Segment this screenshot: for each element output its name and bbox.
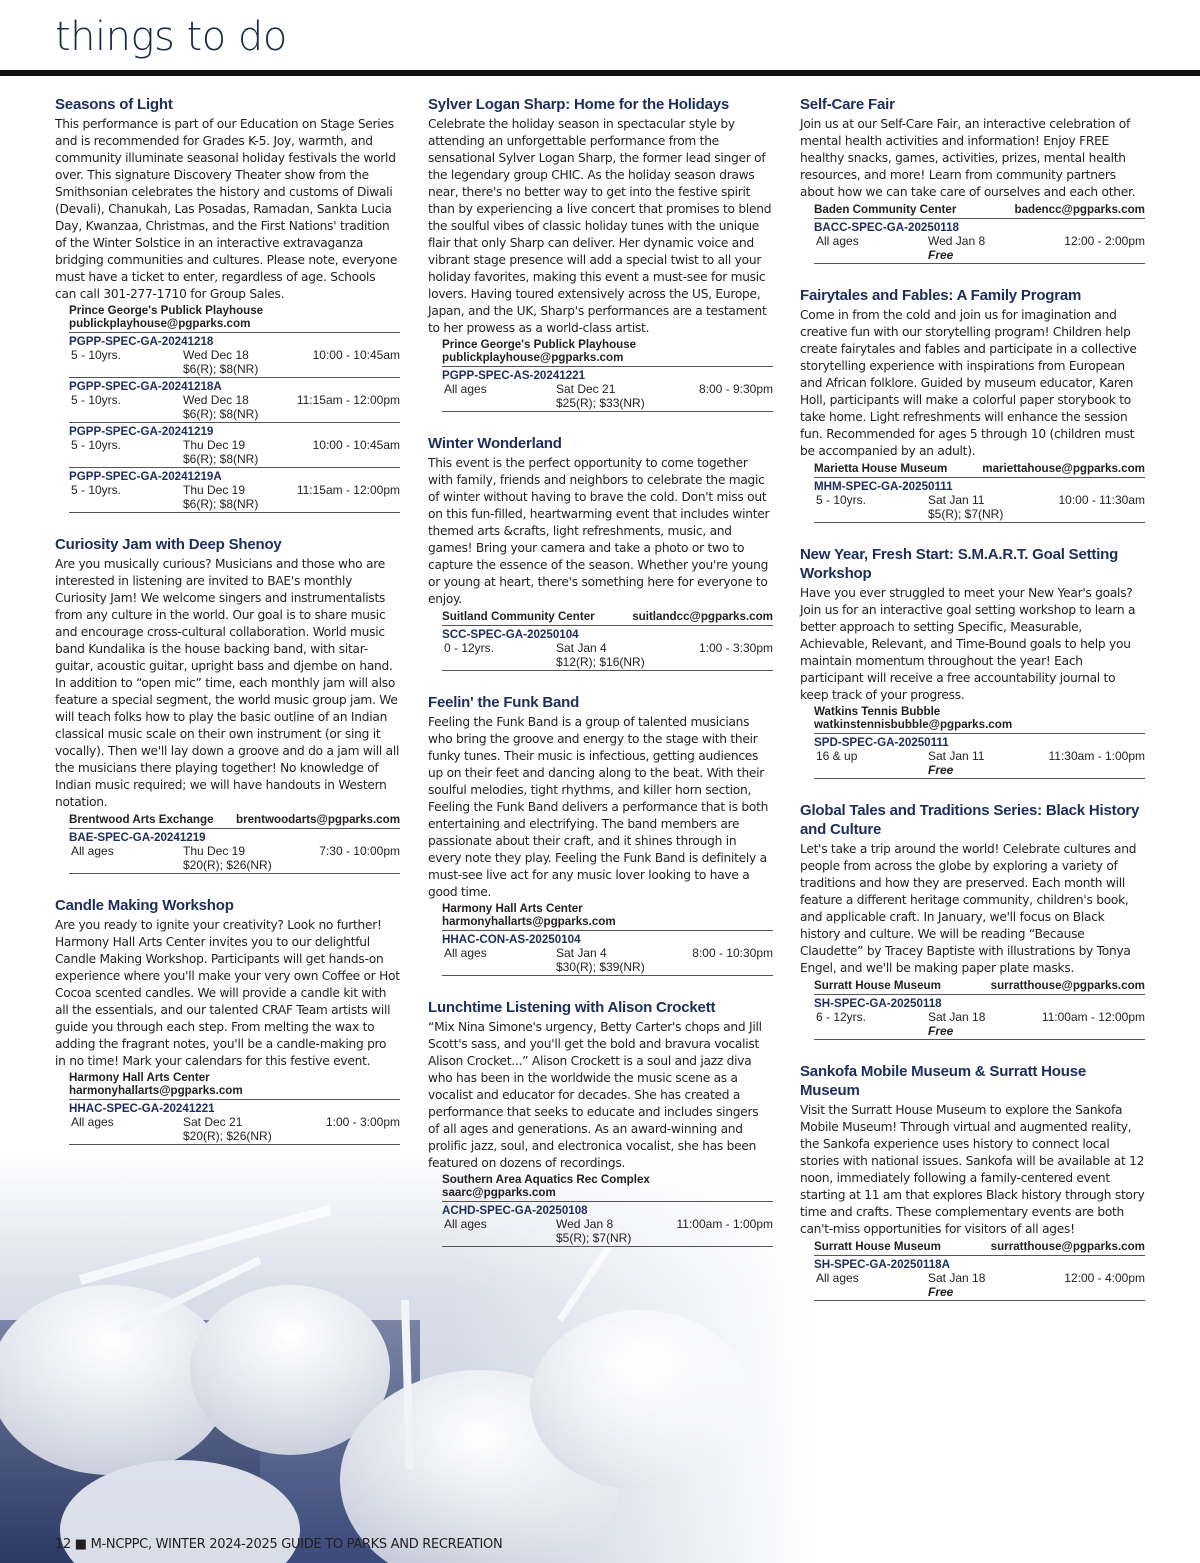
session-details (69, 438, 400, 452)
program-description: This event is the perfect opportunity to come together with family, friends and neighbors to celebrate the magic of winter without having to brave the cold. Don't miss out on this fun-filled, heartwarming event that includes winter themed arts &crafts, light refreshments, music, and games! Bring your camera and take a photo or two to capture the essence of the season. Whether you're young or young at heart, there's something here for everyone to enjoy. (428, 456, 770, 606)
session-fee: $20(R); $26(NR) (183, 858, 272, 872)
session-fee: $12(R); $16(NR) (556, 655, 645, 669)
session-time: 12:00 - 2:00pm (1064, 234, 1145, 248)
program-code: PGPP-SPEC-GA-20241218 (69, 335, 214, 348)
session-ages: All ages (71, 844, 114, 858)
session-time: 11:30am - 1:00pm (1048, 749, 1145, 763)
location-name: Prince George's Publick Playhouse (69, 304, 264, 317)
session-row (814, 1256, 1145, 1301)
program-code: PGPP-SPEC-GA-20241219 (69, 425, 214, 438)
program-title: Sankofa Mobile Museum & Surratt House Museum (800, 1063, 1086, 1099)
location-header (69, 813, 400, 829)
location-email[interactable]: badencc@pgparks.com (1014, 203, 1145, 216)
session-row (814, 995, 1145, 1040)
program-listing (800, 801, 1145, 1040)
location-email[interactable]: brentwoodarts@pgparks.com (236, 813, 400, 826)
program-info (814, 1240, 1145, 1301)
program-info (814, 462, 1145, 523)
session-date: Wed Dec 18 (183, 393, 249, 407)
program-info (69, 1072, 400, 1145)
session-date: Thu Dec 19 (183, 438, 246, 452)
session-date: Sat Jan 18 (928, 1271, 986, 1285)
session-row (442, 367, 773, 412)
column-2 (428, 95, 773, 1269)
program-description: Are you ready to ignite your creativity? Look no further! Harmony Hall Arts Center invites you to our delightful Candle Making Workshop. Participants will get hands-on experience where you'll make your very own Coffee or Hot Cocoa scented candles. We will provide a candle kit with all the essentials, and our talented CRAF Team artists will guide you through each step. From melting the wax to adding the fragrant notes, you'll be a candle-making pro in no time! Mark your calendars for this festive event. (55, 918, 400, 1068)
session-row (442, 626, 773, 671)
session-date: Sat Jan 4 (556, 946, 607, 960)
session-ages: 5 - 10yrs. (816, 493, 867, 507)
location-header (814, 1240, 1145, 1256)
program-title: Curiosity Jam with Deep Shenoy (55, 536, 282, 553)
program-description: Have you ever struggled to meet your New Year's goals? Join us for an interactive goal setting workshop to learn a better approach to setting Specific, Measurable, Achievable, Relevant, and Time-Bound goals to help you maintain momentum throughout the year! Each participant will receive a free accountability journal to keep track of your progress. (800, 586, 1136, 702)
program-description: Let's take a trip around the world! Celebrate cultures and people from across the globe by exploring a variety of traditions and how they are preserved. Each month will feature a different heritage community, children's book, and applicable craft. In January, we'll focus on Black history and culture. We will be reading “Because Claudette” by Tracey Baptiste with illustrations by Tonya Engel, and we'll be making paper plate masks. (800, 842, 1137, 975)
program-title: Sylver Logan Sharp: Home for the Holidays (428, 96, 730, 113)
location-header (69, 305, 400, 333)
location-name: Baden Community Center (814, 203, 957, 216)
session-ages: All ages (816, 234, 859, 248)
session-time: 10:00 - 11:30am (1058, 493, 1145, 507)
session-row (814, 734, 1145, 779)
program-info (814, 706, 1145, 779)
location-header (442, 610, 773, 626)
program-code: MHM-SPEC-GA-20250111 (814, 480, 953, 493)
session-ages: 5 - 10yrs. (71, 483, 122, 497)
program-listing (800, 1062, 1145, 1301)
program-title: Global Tales and Traditions Series: Black History and Culture (800, 802, 1140, 838)
location-name: Brentwood Arts Exchange (69, 813, 214, 826)
session-fee: $20(R); $26(NR) (183, 1129, 272, 1143)
program-description: Are you musically curious? Musicians and those who are interested in listening are invited to BAE's monthly Curiosity Jam! We welcome singers and instrumentalists from any culture in the world. Our goal is to share music and encourage cross-cultural collaboration. World music band Kundalika is the house backing band, with sitar-guitar, acoustic guitar, upright bass and djembe on hand. In addition to “open mic” time, each monthly jam will also feature a special segment, the world music group jam. We will teach folks how to play the basic outline of an Indian classical music scale on their own instrument (or sing it vocally). Then we'll lay down a groove and do a jam will all the musicians there playing together! No knowledge of Indian music required; we will have handouts in Western notation. (55, 557, 400, 809)
location-name: Prince George's Publick Playhouse (442, 338, 637, 351)
program-code: SCC-SPEC-GA-20250104 (442, 628, 579, 641)
program-description: This performance is part of our Education on Stage Series and is recommended for Grades K-5. Joy, warmth, and community illuminate seasonal holiday festivals the world over. This signature Discovery Theater show from the Smithsonian celebrates the history and customs of Diwali (Devali), Chanukah, Las Posadas, Ramadan, Sankta Lucia Day, Kwanzaa, Christmas, and the First Nations' tradition of the Winter Solstice in an interactive extravaganza bridging communities and cultures. Please note, everyone must have a ticket to enter, regardless of age. Schools can call 301-277-1710 for Group Sales. (55, 117, 398, 301)
session-time: 12:00 - 4:00pm (1064, 1271, 1145, 1285)
session-date: Thu Dec 19 (183, 483, 246, 497)
session-time: 10:00 - 10:45am (312, 438, 400, 452)
session-fee: $5(R); $7(NR) (928, 507, 1004, 521)
session-date: Sat Dec 21 (556, 382, 616, 396)
session-row (442, 931, 773, 976)
program-listing (800, 286, 1145, 523)
location-name: Watkins Tennis Bubble (814, 705, 941, 718)
program-title: Lunchtime Listening with Alison Crockett (428, 999, 716, 1016)
session-time: 8:00 - 9:30pm (698, 382, 773, 396)
program-info (442, 610, 773, 671)
program-listing (428, 998, 773, 1247)
session-details (814, 749, 1145, 763)
session-ages: 6 - 12yrs. (816, 1010, 867, 1024)
session-row (69, 423, 400, 468)
program-listing (428, 693, 773, 976)
program-code: PGPP-SPEC-GA-20241218A (69, 380, 222, 393)
location-email[interactable]: saarc@pgparks.com (442, 1185, 556, 1199)
session-ages: 0 - 12yrs. (444, 641, 495, 655)
program-info (814, 979, 1145, 1040)
location-name: Marietta House Museum (814, 462, 948, 475)
program-title: Feelin' the Funk Band (428, 694, 580, 711)
session-details (442, 1217, 773, 1231)
program-code: SH-SPEC-GA-20250118 (814, 997, 942, 1010)
session-ages: 5 - 10yrs. (71, 393, 122, 407)
session-time: 8:00 - 10:30pm (692, 946, 773, 960)
program-code: PGPP-SPEC-AS-20241221 (442, 369, 586, 382)
session-ages: 5 - 10yrs. (71, 348, 122, 362)
session-time: 11:00am - 1:00pm (676, 1217, 773, 1231)
session-details (69, 844, 400, 858)
program-description: Visit the Surratt House Museum to explore the Sankofa Mobile Museum! Through virtual and augmented reality, the Sankofa experience uses history to connect local stories with national issues. Sankofa will be available at 12 noon, immediately following a family-centered event starting at 11 am that explores Black history through story time and crafts. These complementary events are both can't-miss opportunities for visitors of all ages! (800, 1103, 1145, 1236)
session-time: 11:15am - 12:00pm (296, 483, 400, 497)
location-header (442, 1174, 773, 1202)
session-ages: All ages (444, 946, 487, 960)
program-description: Celebrate the holiday season in spectacular style by attending an unforgettable performance from the sensational Sylver Logan Sharp, the former lead singer of the legendary group CHIC. As the holiday season draws near, there's no better way to get into the festive spirit than by experiencing a live concert that promises to blend the soulful vibes of classic holiday tunes with the unique flair that only Sharp can deliver. Her dynamic voice and vibrant stage presence will add a special twist to all your holiday favorites, making this event a must-see for music lovers. Having toured extensively across the US, Europe, Japan, and the UK, Sharp's performances are a testament to her prowess as a world-class artist. (428, 117, 772, 335)
program-code: SH-SPEC-GA-20250118A (814, 1258, 950, 1271)
program-code: PGPP-SPEC-GA-20241219A (69, 470, 222, 483)
program-title: New Year, Fresh Start: S.M.A.R.T. Goal Setting Workshop (800, 546, 1119, 582)
session-time: 11:15am - 12:00pm (296, 393, 400, 407)
session-row (69, 378, 400, 423)
session-ages: 5 - 10yrs. (71, 438, 122, 452)
program-listing (428, 434, 773, 671)
session-date: Thu Dec 19 (183, 844, 246, 858)
session-details (69, 483, 400, 497)
session-details (69, 348, 400, 362)
session-ages: All ages (444, 382, 487, 396)
session-fee: $6(R); $8(NR) (183, 362, 259, 376)
session-fee: $5(R); $7(NR) (556, 1231, 632, 1245)
program-title: Winter Wonderland (428, 435, 562, 452)
location-email[interactable]: publickplayhouse@pgparks.com (69, 316, 251, 330)
location-email[interactable]: surratthouse@pgparks.com (990, 979, 1145, 992)
program-code: HHAC-SPEC-GA-20241221 (69, 1102, 215, 1115)
program-info (814, 203, 1145, 264)
session-fee: $30(R); $39(NR) (556, 960, 645, 974)
program-title: Candle Making Workshop (55, 897, 234, 914)
session-details (69, 1115, 400, 1129)
location-email[interactable]: mariettahouse@pgparks.com (982, 462, 1145, 475)
session-fee: Free (928, 248, 954, 262)
session-row (69, 333, 400, 378)
program-code: BACC-SPEC-GA-20250118 (814, 221, 959, 234)
program-listing (55, 896, 400, 1145)
session-row (442, 1202, 773, 1247)
program-listing (800, 95, 1145, 264)
location-header (442, 903, 773, 931)
program-code: SPD-SPEC-GA-20250111 (814, 736, 949, 749)
session-details (69, 393, 400, 407)
session-fee: $6(R); $8(NR) (183, 497, 259, 511)
location-header (442, 339, 773, 367)
location-name: Harmony Hall Arts Center (442, 902, 583, 915)
session-date: Sat Jan 18 (928, 1010, 986, 1024)
session-time: 7:30 - 10:00pm (319, 844, 400, 858)
session-fee: Free (928, 1024, 954, 1038)
session-row (69, 829, 400, 874)
session-ages: All ages (444, 1217, 487, 1231)
program-code: ACHD-SPEC-GA-20250108 (442, 1204, 588, 1217)
title-rule (0, 70, 1200, 76)
location-name: Surratt House Museum (814, 979, 941, 992)
session-time: 1:00 - 3:00pm (325, 1115, 400, 1129)
program-info (69, 813, 400, 874)
program-description: Feeling the Funk Band is a group of talented musicians who bring the groove and energy to the stage with their funky tunes. Their music is infectious, getting audiences up on their feet and dancing along to the beat. With their soulful melodies, tight rhythms, and killer horn section, Feeling the Funk Band delivers a performance that is both entertaining and electrifying. The band members are passionate about their craft, and it shines through in every note they play. Feeling the Funk Band is definitely a must-see live act for any music lover looking to have a good time. (428, 715, 769, 899)
session-date: Wed Jan 8 (556, 1217, 614, 1231)
location-email[interactable]: surratthouse@pgparks.com (990, 1240, 1145, 1253)
session-details (814, 493, 1145, 507)
session-time: 11:00am - 12:00pm (1041, 1010, 1145, 1024)
session-fee: Free (928, 1285, 954, 1299)
program-description: Join us at our Self-Care Fair, an interactive celebration of mental health activities and information! Enjoy FREE healthy snacks, games, activities, prizes, mental health resources, and more! Learn from community partners about how we can take care of ourselves and each other. (800, 117, 1136, 199)
program-code: BAE-SPEC-GA-20241219 (69, 831, 206, 844)
session-ages: All ages (816, 1271, 859, 1285)
program-listing (428, 95, 773, 412)
session-time: 1:00 - 3:30pm (698, 641, 773, 655)
location-email[interactable]: suitlandcc@pgparks.com (632, 610, 773, 623)
location-name: Harmony Hall Arts Center (69, 1071, 210, 1084)
session-details (442, 382, 773, 396)
location-header (814, 203, 1145, 219)
column-3 (800, 95, 1145, 1323)
location-header (69, 1072, 400, 1100)
program-info (69, 305, 400, 513)
session-ages: 16 & up (816, 749, 858, 763)
program-info (442, 903, 773, 976)
session-details (442, 641, 773, 655)
location-email[interactable]: harmonyhallarts@pgparks.com (442, 914, 616, 928)
session-row (69, 468, 400, 513)
program-info (442, 339, 773, 412)
session-date: Sat Jan 11 (928, 749, 985, 763)
session-details (814, 1010, 1145, 1024)
location-name: Suitland Community Center (442, 610, 595, 623)
session-fee: $25(R); $33(NR) (556, 396, 645, 410)
program-info (442, 1174, 773, 1247)
location-email[interactable]: publickplayhouse@pgparks.com (442, 350, 624, 364)
program-listing (55, 95, 400, 513)
session-row (814, 219, 1145, 264)
session-date: Wed Dec 18 (183, 348, 249, 362)
session-details (814, 1271, 1145, 1285)
location-header (814, 706, 1145, 734)
location-email[interactable]: watkinstennisbubble@pgparks.com (814, 717, 1013, 731)
session-fee: $6(R); $8(NR) (183, 407, 259, 421)
program-title: Self-Care Fair (800, 96, 895, 113)
session-ages: All ages (71, 1115, 114, 1129)
location-header (814, 462, 1145, 478)
session-row (814, 478, 1145, 523)
program-code: HHAC-CON-AS-20250104 (442, 933, 581, 946)
session-details (442, 946, 773, 960)
session-fee: $6(R); $8(NR) (183, 452, 259, 466)
program-title: Fairytales and Fables: A Family Program (800, 287, 1082, 304)
session-fee: Free (928, 763, 954, 777)
program-listing (55, 535, 400, 874)
session-time: 10:00 - 10:45am (312, 348, 400, 362)
page-title: things to do (55, 14, 287, 60)
location-email[interactable]: harmonyhallarts@pgparks.com (69, 1083, 243, 1097)
session-row (69, 1100, 400, 1145)
program-description: Come in from the cold and join us for imagination and creative fun with our storytelling program! Children help create fairytales and fables and participate in a collective storytelling experience with inspirations from European and African folklore. Guided by museum educator, Karen Holl, participants will make a colorful paper storybook to take home. Light refreshments will enhance the session fun. Recommended for ages 5 through 10 (children must be accompanied by an adult). (800, 308, 1137, 458)
program-title: Seasons of Light (55, 96, 173, 113)
location-name: Southern Area Aquatics Rec Complex (442, 1173, 650, 1186)
session-date: Sat Jan 11 (928, 493, 985, 507)
session-details (814, 234, 1145, 248)
session-date: Wed Jan 8 (928, 234, 986, 248)
page-footer: 12 ■ M-NCPPC, WINTER 2024-2025 GUIDE TO PARKS AND RECREATION (55, 1537, 503, 1552)
program-description: “Mix Nina Simone's urgency, Betty Carter's chops and Jill Scott's sass, and you'll get the bold and bravura vocalist Alison Crocket...” Alison Crockett is a soul and jazz diva who has been in the worldwide the music scene as a vocalist and educator for decades. She has created a performance that seeks to educate and includes singers of all ages and generations. As an award-winning and prolific jazz, soul, and electronica vocalist, she has been featured on dozens of recordings. (428, 1020, 762, 1170)
location-name: Surratt House Museum (814, 1240, 941, 1253)
location-header (814, 979, 1145, 995)
column-1 (55, 95, 400, 1167)
session-date: Sat Jan 4 (556, 641, 607, 655)
program-listing (800, 545, 1145, 779)
session-date: Sat Dec 21 (183, 1115, 243, 1129)
